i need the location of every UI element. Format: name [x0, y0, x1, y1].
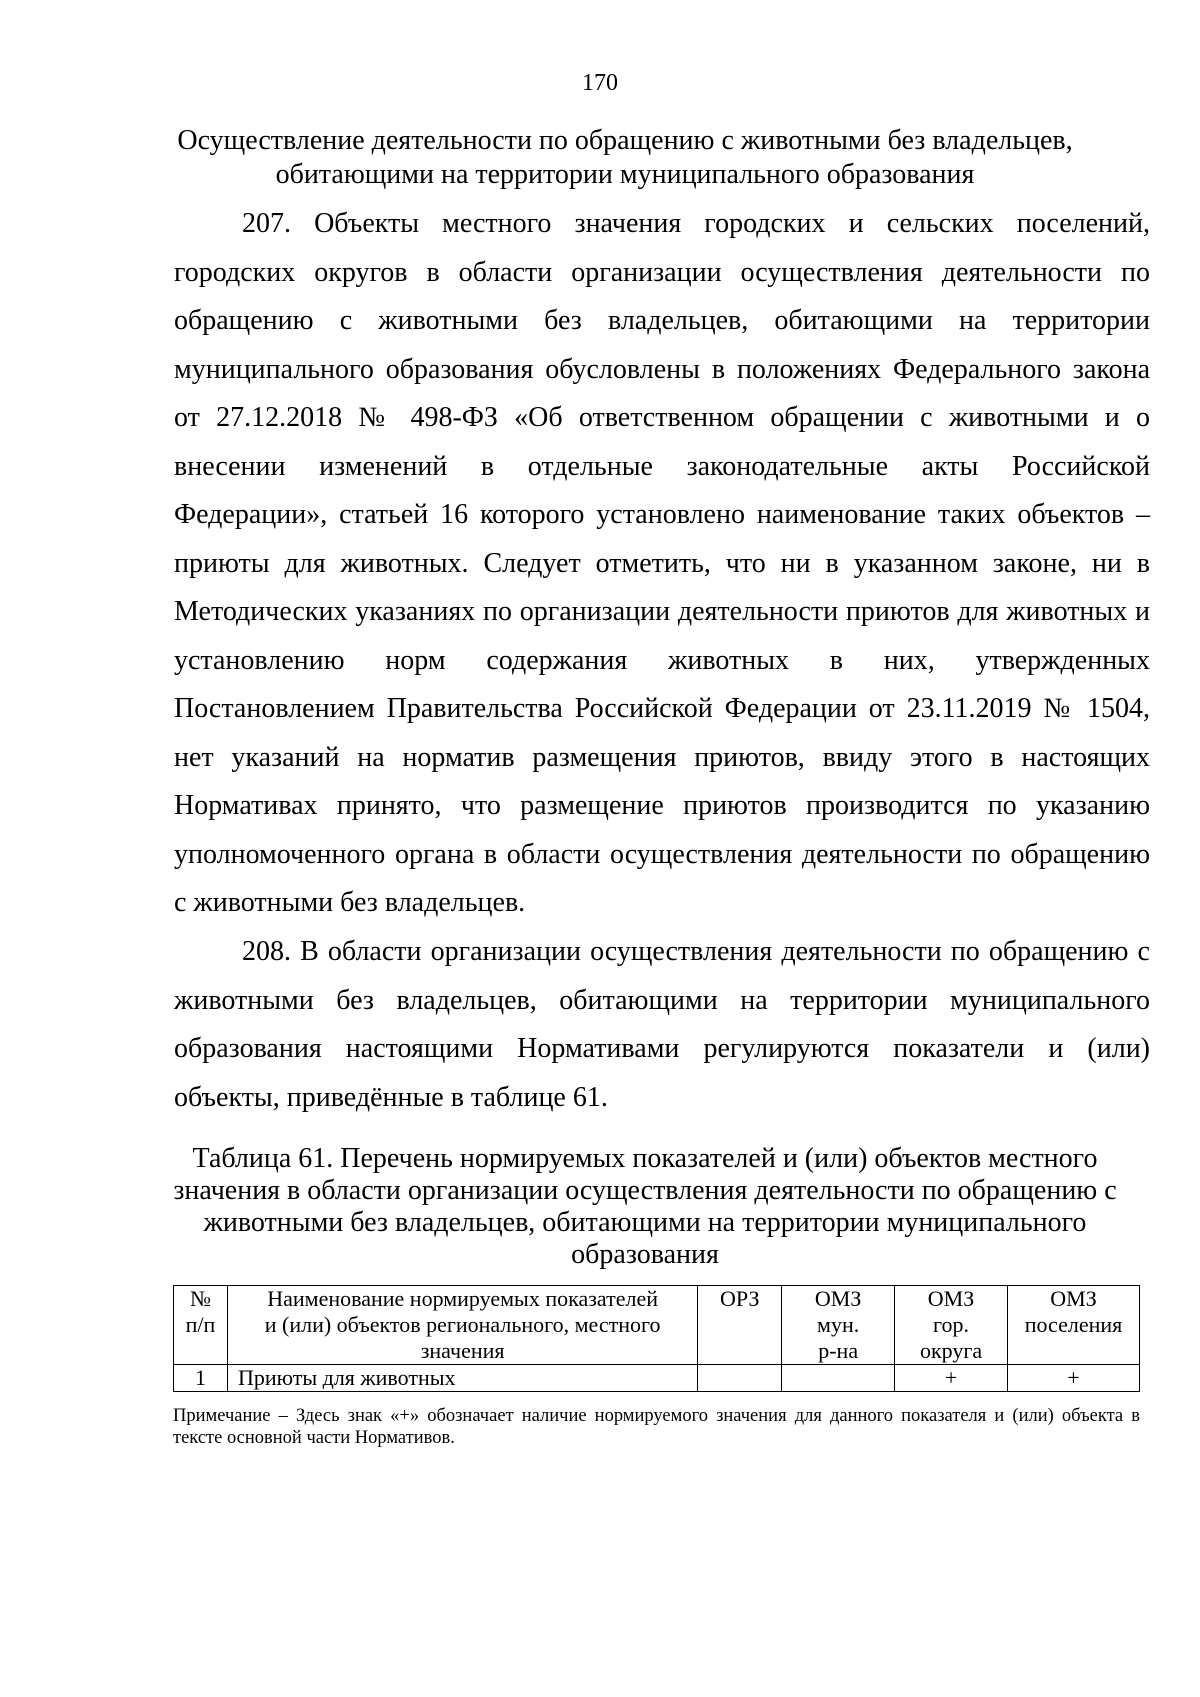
- header-line: ОМЗ: [1050, 1286, 1097, 1311]
- page-number: 170: [582, 70, 618, 96]
- table-cell-name: Приюты для животных: [227, 1365, 697, 1392]
- header-cell-name: [227, 1286, 697, 1365]
- header-line: ОРЗ: [720, 1286, 760, 1311]
- header-line: округа: [919, 1338, 983, 1363]
- header-line: поселения: [1024, 1312, 1123, 1337]
- table-caption: [170, 1143, 1120, 1271]
- header-line: р-на: [818, 1338, 859, 1363]
- paragraph-text: 208. В области организации осуществления деятельности по обращению с животными без владельцев, обитающими на территории муниципального образования настоящими Нормативами регулируются показатели и (или) объекты, приведённые в таблице 61.: [174, 936, 1150, 1113]
- header-line: мун.: [817, 1312, 860, 1337]
- table-cell-number: 1: [174, 1365, 228, 1392]
- header-line: №: [189, 1286, 211, 1311]
- header-cell-omz-gor: [895, 1286, 1008, 1365]
- table-cell-omz-pos: +: [1008, 1365, 1140, 1392]
- table-note: Примечание – Здесь знак «+» обозначает наличие нормируемого значения для данного показателя и (или) объекта в тексте основной части Нормативов.: [173, 1406, 1140, 1448]
- section-heading: [170, 124, 1080, 192]
- section-heading-line: обитающими на территории муниципального образования: [275, 159, 975, 190]
- header-cell-orz: [698, 1286, 782, 1365]
- table-caption-line: образования: [571, 1239, 719, 1270]
- paragraph-207: [174, 200, 1150, 928]
- table-caption-line: Таблица 61. Перечень нормируемых показателей и (или) объектов местного: [192, 1143, 1098, 1174]
- paragraph-208: [174, 928, 1150, 1122]
- table-cell-orz: [698, 1365, 782, 1392]
- header-cell-omz-pos: [1008, 1286, 1140, 1365]
- header-line: ОМЗ: [927, 1286, 975, 1311]
- header-cell-omz-mun: [782, 1286, 895, 1365]
- table-cell-omz-mun: [782, 1365, 895, 1392]
- paragraph-text: 207. Объекты местного значения городских и сельских поселений, городских округов в области организации осуществления деятельности по обращению с животными без владельцев, обитающими на территории муниципального образования обусловлены в положениях Федерального закона от 27.12.2018 № 498-ФЗ «Об ответственном обращении с животными и о внесении изменений в отдельные законодательные акты Российской Федерации», статьей 16 которого установлено наименование таких объектов – приюты для животных. Следует отметить, что ни в указанном законе, ни в Методических указаниях по организации деятельности приютов для животных и установлению норм содержания животных в них, утвержденных Постановлением Правительства Российской Федерации от 23.11.2019 № 1504, нет указаний на норматив размещения приютов, ввиду этого в настоящих Нормативах принято, что размещение приютов производится по указанию уполномоченного органа в области осуществления деятельности по обращению с животными без владельцев.: [174, 208, 1150, 918]
- table-header-row: [174, 1286, 1140, 1365]
- table-caption-line: животными без владельцев, обитающими на территории муниципального: [203, 1207, 1087, 1238]
- section-heading-line: Осуществление деятельности по обращению с животными без владельцев,: [177, 125, 1073, 156]
- header-line: Наименование нормируемых показателей: [267, 1286, 658, 1311]
- header-line: ОМЗ: [814, 1286, 862, 1311]
- header-line: значения: [420, 1338, 505, 1363]
- header-line: п/п: [185, 1312, 216, 1337]
- table-caption-line: значения в области организации осуществления деятельности по обращению с: [173, 1175, 1117, 1206]
- norm-table: [173, 1285, 1140, 1392]
- header-line: гор.: [933, 1312, 970, 1337]
- table-cell-omz-gor: +: [895, 1365, 1008, 1392]
- header-cell-number: [174, 1286, 228, 1365]
- table-row: [174, 1365, 1140, 1392]
- header-line: и (или) объектов регионального, местного: [264, 1312, 661, 1337]
